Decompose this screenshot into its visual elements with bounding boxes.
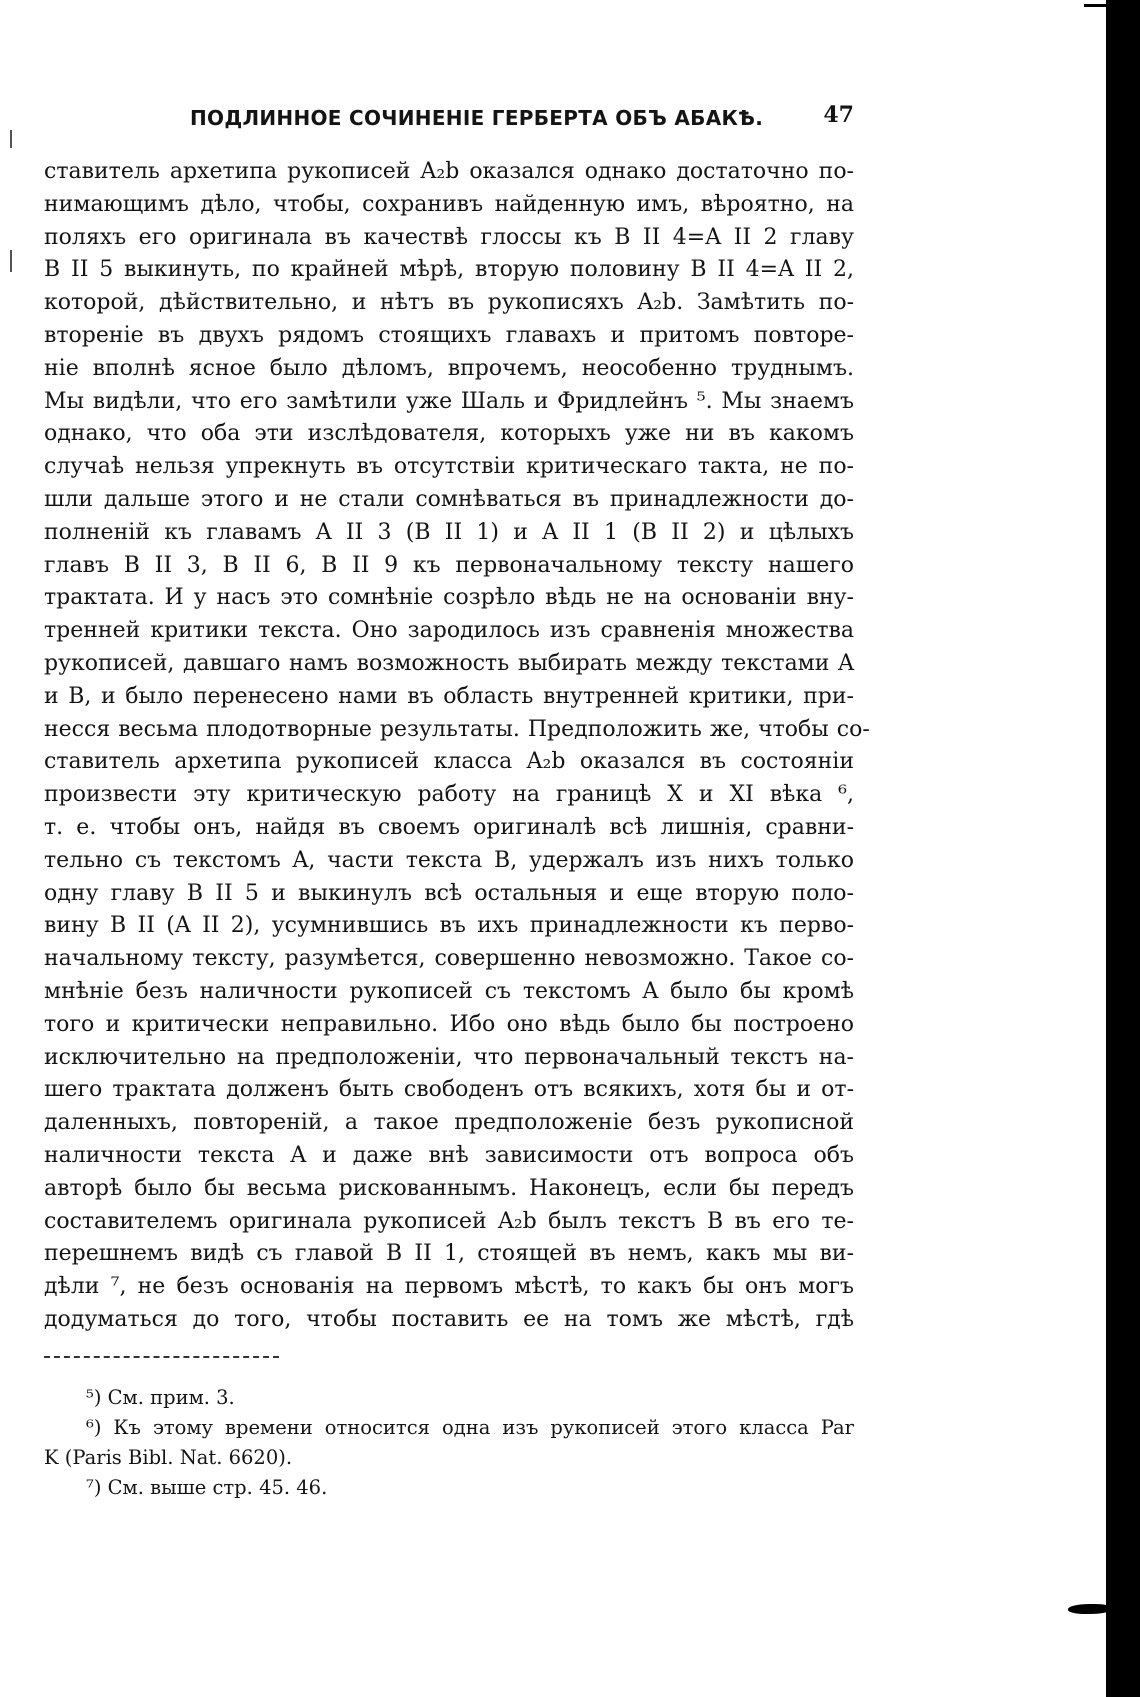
text-line: поляхъ его оригинала въ качествѣ глоссы къ B II 4=A II 2 главу: [44, 224, 854, 250]
scan-margin-tick: [10, 250, 12, 272]
text-line: шли дальше этого и не стали сомнѣваться въ принадлежности до-: [44, 486, 854, 512]
text-line: наличности текста A и даже внѣ зависимости отъ вопроса объ: [44, 1142, 854, 1168]
footnote-6: ⁶) Къ этому времени относится одна изъ рукописей этого класса Par: [86, 1416, 854, 1439]
text-line: однако, что оба эти изслѣдователя, которыхъ уже ни въ какомъ: [44, 421, 854, 447]
scan-margin-tick: [10, 130, 12, 148]
text-line: втореніе въ двухъ рядомъ стоящихъ главахъ и притомъ повторе-: [44, 322, 854, 348]
text-line: авторѣ было бы весьма рискованнымъ. Наконецъ, если бы передъ: [44, 1175, 854, 1201]
text-line: шего трактата долженъ быть свободенъ отъ всякихъ, хотя бы и от-: [44, 1077, 854, 1103]
text-line: случаѣ нельзя упрекнуть въ отсутствіи критическаго такта, не по-: [44, 454, 854, 480]
text-line: дѣли ⁷, не безъ основанія на первомъ мѣстѣ, то какъ бы онъ могъ: [44, 1274, 854, 1300]
text-line: ставитель архетипа рукописей A₂b оказался однако достаточно по-: [44, 159, 854, 184]
text-line: вину B II (A II 2), усумнившись въ ихъ принадлежности къ перво-: [44, 913, 854, 939]
footnote-separator: [44, 1356, 279, 1358]
text-line: перешнемъ видѣ съ главой B II 1, стоящей въ немъ, какъ мы ви-: [44, 1241, 854, 1267]
footnotes: [44, 1383, 854, 1503]
text-line: несся весьма плодотворные результаты. Предположить же, чтобы со-: [44, 716, 870, 742]
text-line: одну главу B II 5 и выкинулъ всѣ остальныя и еще вторую поло-: [44, 880, 854, 906]
text-line: трактата. И у насъ это сомнѣніе созрѣло вѣдь не на основаніи вну-: [44, 585, 854, 611]
text-line: даленныхъ, повтореній, а такое предположеніе безъ рукописной: [44, 1110, 854, 1136]
text-line: B II 5 выкинуть, по крайней мѣрѣ, вторую половину B II 4=A II 2,: [44, 257, 854, 283]
text-line: тренней критики текста. Оно зародилось изъ сравненія множества: [44, 618, 854, 644]
text-line: тельно съ текстомъ A, части текста B, удержалъ изъ нихъ только: [44, 847, 854, 873]
text-line: начальному тексту, разумѣется, совершенно невозможно. Такое со-: [44, 946, 854, 972]
footnote-6-continuation: K (Paris Bibl. Nat. 6620).: [44, 1446, 293, 1469]
running-title: ПОДЛИННОЕ СОЧИНЕНІЕ ГЕРБЕРТА ОБЪ АБАКѢ.: [190, 106, 764, 130]
text-line: нимающимъ дѣло, чтобы, сохранивъ найденную имъ, вѣроятно, на: [44, 191, 854, 217]
footnote-5: ⁵) См. прим. 3.: [86, 1386, 235, 1409]
text-line: того и критически неправильно. Ибо оно вѣдь было бы построено: [44, 1011, 854, 1037]
text-line: рукописей, давшаго намъ возможность выбирать между текстами A: [44, 650, 854, 676]
text-line: составителемъ оригинала рукописей A₂b былъ текстъ B въ его те-: [44, 1208, 854, 1234]
ink-blot: [1068, 1604, 1112, 1614]
text-line: и B, и было перенесено нами въ область внутренней критики, при-: [44, 683, 854, 709]
text-line: исключительно на предположеніи, что первоначальный текстъ на-: [44, 1044, 854, 1070]
text-line: главъ B II 3, B II 6, B II 9 къ первоначальному тексту нашего: [44, 552, 854, 578]
text-line: т. е. чтобы онъ, найдя въ своемъ оригиналѣ всѣ лишнія, сравни-: [44, 814, 854, 840]
text-line: Мы видѣли, что его замѣтили уже Шаль и Фридлейнъ ⁵. Мы знаемъ: [44, 388, 854, 414]
text-line: додуматься до того, чтобы поставить ее на томъ же мѣстѣ, гдѣ: [44, 1306, 854, 1332]
text-line: ставитель архетипа рукописей класса A₂b оказался въ состояніи: [44, 749, 854, 775]
scan-border-right: [1106, 0, 1140, 1697]
text-line: ніе вполнѣ ясное было дѣломъ, впрочемъ, неособенно труднымъ.: [44, 355, 854, 381]
text-line: которой, дѣйствительно, и нѣтъ въ рукописяхъ A₂b. Замѣтить по-: [44, 290, 854, 316]
text-line: произвести эту критическую работу на границѣ X и XI вѣка ⁶,: [44, 782, 854, 808]
body-text: [44, 156, 870, 1337]
text-line: полненій къ главамъ A II 3 (B II 1) и A II 1 (B II 2) и цѣлыхъ: [44, 519, 854, 545]
footnote-7: ⁷) См. выше стр. 45. 46.: [86, 1476, 328, 1499]
page-number: 47: [823, 102, 854, 128]
scan-edge-mark: [1084, 4, 1106, 7]
text-line: мнѣніе безъ наличности рукописей съ текстомъ A было бы кромѣ: [44, 978, 854, 1004]
